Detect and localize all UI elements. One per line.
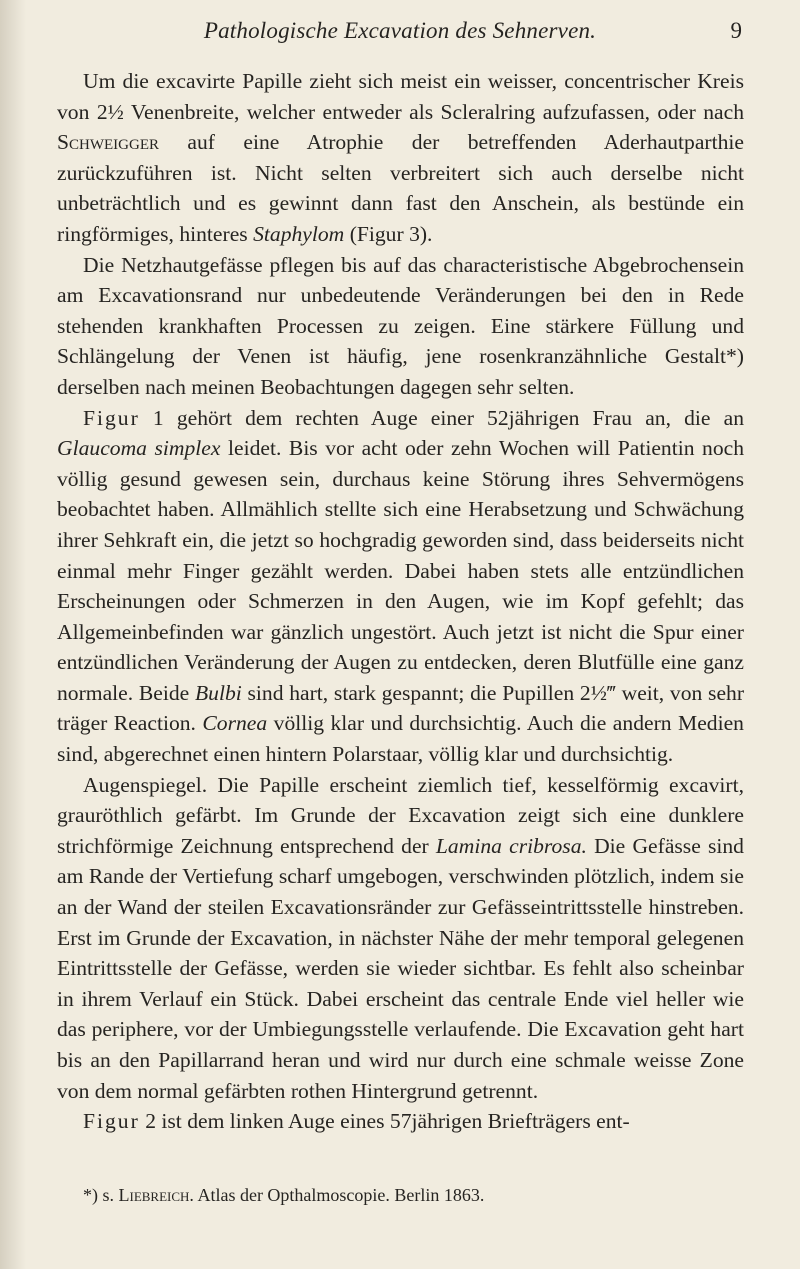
term-lamina-cribrosa: Lamina cribrosa.: [435, 833, 587, 858]
figur-1-label: Figur: [83, 405, 140, 430]
term-glaucoma-simplex: Glaucoma simplex: [57, 436, 221, 461]
paragraph-1-text-b: auf eine Atrophie der betreffenden Aderhautparthie zurückzuführen ist. Nicht selten verbreitert sich auch derselbe nicht unbeträchtlich und es gewinnt dann fast den Anschein, als bestünde ein ringförmiges, hinteres: [57, 130, 744, 246]
paragraph-4: [57, 770, 744, 1107]
paragraph-2-text: Die Netzhautgefässe pflegen bis auf das characteristische Abgebrochensein am Excavationsrand nur unbedeutende Veränderungen bei den in Rede stehenden krankhaften Processen zu zeigen. Eine stärkere Füllung und Schlängelung der Venen ist häufig, jene rosenkranzähnliche Gestalt*) derselben nach meinen Beobachtungen dagegen sehr selten.: [57, 252, 744, 399]
paragraph-3-text: 1 gehört dem rechten Auge einer 52jährigen Frau an, die an: [152, 405, 744, 430]
paragraph-1: [57, 66, 744, 250]
running-header: [0, 18, 800, 52]
paragraph-4-text-b: Die Gefässe sind am Rande der Vertiefung scharf umgebogen, verschwinden plötzlich, indem sie an der Wand der steilen Excavationsränder zur Gefässeintrittsstelle hinstreben. Erst im Grunde der Excavation, in nächster Nähe der mehr temporal gelegenen Eintrittsstelle der Gefässe, werden sie wieder sichtbar. Es fehlt also scheinbar in ihrem Verlauf ein Stück. Dabei erscheint das centrale Ende viel heller wie das periphere, vor der Umbiegungsstelle verlaufende. Die Excavation geht hart bis an den Papillarrand heran und wird nur durch eine schmale weisse Zone von dem normal gefärbten rothen Hintergrund getrennt.: [57, 833, 744, 1103]
paragraph-1-text: Um die excavirte Papille zieht sich meist ein weisser, concentrischer Kreis von 2½ Venenbreite, welcher entweder als Scleralring aufzufassen, oder nach: [57, 69, 744, 124]
footnote-marker: *) s.: [83, 1185, 114, 1205]
author-schweigger: Schweigger: [57, 130, 159, 155]
paragraph-1-text-c: (Figur 3).: [349, 221, 433, 246]
footnote-author: Liebreich.: [118, 1185, 194, 1205]
paragraph-5-text: 2 ist dem linken Auge eines 57jährigen Briefträgers ent-: [145, 1109, 630, 1134]
paragraph-2: [57, 250, 744, 403]
figur-2-label: Figur: [83, 1109, 140, 1134]
term-cornea: Cornea: [202, 711, 268, 736]
footnote: [83, 1185, 743, 1206]
term-bulbi: Bulbi: [194, 680, 242, 705]
paragraph-5: [57, 1106, 744, 1137]
term-staphylom: Staphylom: [253, 221, 345, 246]
footnote-text: Atlas der Opthalmoscopie. Berlin 1863.: [197, 1185, 485, 1205]
paragraph-3: [57, 403, 744, 770]
running-title: Pathologische Excavation des Sehnerven.: [203, 18, 597, 43]
paragraph-3-text-c: sind hart, stark gespannt; die Pupillen 2½‴ weit, von sehr träger Reaction.: [57, 680, 745, 736]
page-gutter-shadow: [0, 0, 26, 1269]
paragraph-3-text-d: völlig klar und durchsichtig. Auch die andern Medien sind, abgerechnet einen hintern Polarstaar, völlig klar und durchsichtig.: [57, 711, 744, 767]
paragraph-3-text-b: leidet. Bis vor acht oder zehn Wochen will Patientin noch völlig gesund gewesen sein, durchaus keine Störung ihres Sehvermögens beobachtet haben. Allmählich stellte sich eine Herabsetzung und Schwächung ihrer Sehkraft ein, die jetzt so hochgradig geworden sind, dass beiderseits nicht einmal mehr Finger gezählt werden. Dabei haben stets alle entzündlichen Erscheinungen oder Schmerzen in den Augen, wie im Kopf gefehlt; das Allgemeinbefinden war gänzlich ungestört. Auch jetzt ist nicht die Spur einer entzündlichen Veränderung der Augen zu entdecken, deren Blutfülle eine ganz normale. Beide: [57, 436, 745, 705]
paragraph-4-text: Augenspiegel. Die Papille erscheint ziemlich tief, kesselförmig excavirt, grauröthlich gefärbt. Im Grunde der Excavation zeigt sich eine dunklere strichförmige Zeichnung entsprechend der: [57, 772, 744, 858]
body-text: [57, 66, 744, 1137]
page-number: 9: [730, 18, 742, 43]
